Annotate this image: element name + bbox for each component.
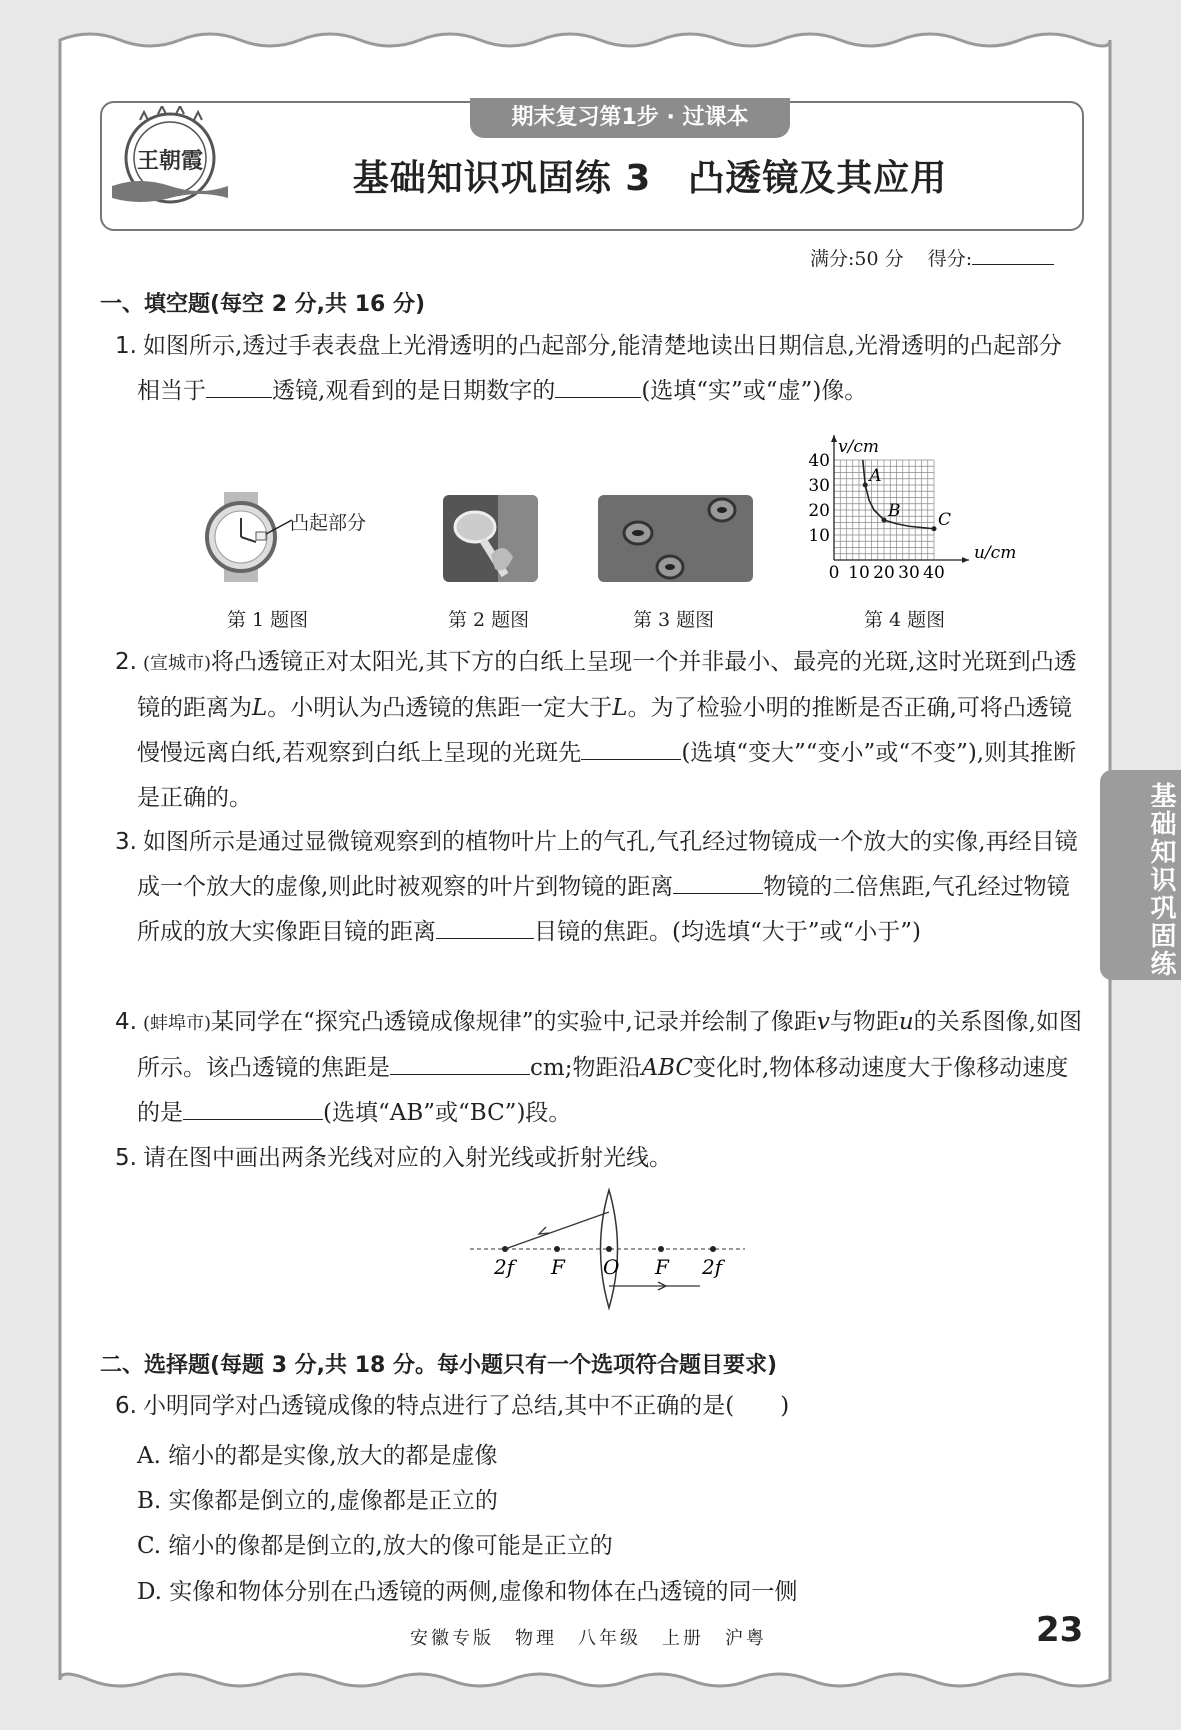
- q3-text-b: 物镜的二倍焦距,气孔经过物镜所成的放大实像距目镜的距离: [137, 874, 1070, 945]
- arrow-icon: [539, 1227, 549, 1234]
- label-f-right: F: [655, 1255, 669, 1279]
- q4-text-f: (选填“AB”或“BC”)段。: [323, 1100, 572, 1126]
- option-b[interactable]: B. 实像都是倒立的,虚像都是正立的: [137, 1488, 498, 1514]
- option-d[interactable]: D. 实像和物体分别在凸透镜的两侧,虚像和物体在凸透镜的同一侧: [137, 1579, 798, 1605]
- q2-text-c: 。为了检验小明的推断是否正确,可将凸透镜慢慢远离白纸,若观察到白纸上呈现的光斑先: [137, 695, 1072, 766]
- label-2f-right: 2f: [702, 1255, 723, 1279]
- figure-1-caption: 第 1 题图: [227, 609, 309, 631]
- x-tick-label: 30: [898, 563, 920, 583]
- data-point: [932, 526, 937, 531]
- point-2f-right: [710, 1246, 716, 1252]
- y-tick-label: 10: [808, 526, 830, 546]
- q2-source: (宣城市): [142, 653, 211, 674]
- stomata-photo: [598, 495, 753, 582]
- question-1: [115, 324, 1082, 414]
- question-5: [115, 1136, 1082, 1181]
- y-tick-label: 20: [808, 501, 830, 521]
- question-number: 4.: [115, 1009, 137, 1035]
- label-2f-left: 2f: [494, 1255, 515, 1279]
- option-a[interactable]: A. 缩小的都是实像,放大的都是虚像: [137, 1443, 498, 1469]
- y-axis-label: v/cm: [838, 437, 879, 457]
- page-number: 23: [1036, 1610, 1084, 1650]
- x-axis-label: u/cm: [974, 543, 1017, 563]
- x-tick-label: 0: [828, 563, 840, 583]
- x-tick-label: 10: [848, 563, 870, 583]
- x-tick-label: 20: [873, 563, 895, 583]
- incident-ray: [505, 1212, 609, 1249]
- data-point: [863, 483, 868, 488]
- q2-blank[interactable]: [581, 741, 681, 760]
- q2-var: L: [252, 695, 268, 721]
- point-o: [606, 1246, 612, 1252]
- figure-4-caption: 第 4 题图: [864, 609, 946, 631]
- q3-blank-1[interactable]: [673, 875, 763, 894]
- side-tab: 基础知识巩固练: [1100, 770, 1181, 980]
- uv-chart: [796, 425, 1041, 590]
- x-tick-label: 40: [923, 563, 945, 583]
- full-score: 满分:50 分: [810, 248, 904, 270]
- q4-blank-2[interactable]: [183, 1101, 323, 1120]
- question-number: 1.: [115, 333, 137, 359]
- label-f-left: F: [551, 1255, 565, 1279]
- x-arrow-icon: [962, 557, 969, 563]
- q4-var-v: v: [816, 1009, 830, 1035]
- q1-blank-2[interactable]: [555, 379, 641, 398]
- question-4: [115, 1000, 1082, 1136]
- got-score-label: 得分:: [927, 248, 973, 270]
- point-label: A: [869, 466, 882, 486]
- y-tick-label: 30: [808, 476, 830, 496]
- q2-var: L: [612, 695, 628, 721]
- q2-text-a: 将凸透镜正对太阳光,其下方的白纸上呈现一个并非最小、最亮的光斑,这时光斑到凸透镜的距离为: [137, 649, 1077, 721]
- q4-text-c: 的关系图像,如图所示。该凸透镜的焦距是: [137, 1009, 1082, 1081]
- q4-source: (蚌埠市): [142, 1013, 211, 1034]
- q5-text: 请在图中画出两条光线对应的入射光线或折射光线。: [142, 1145, 672, 1171]
- q4-abc: ABC: [641, 1055, 693, 1081]
- q3-text-a: 如图所示是通过显微镜观察到的植物叶片上的气孔,气孔经过物镜成一个放大的实像,再经目镜成一个放大的虚像,则此时被观察的叶片到物镜的距离: [137, 829, 1078, 900]
- footer-text: 安徽专版 物理 八年级 上册 沪粤: [410, 1628, 767, 1649]
- q1-text-b: 透镜,观看到的是日期数字的: [272, 378, 556, 404]
- q3-text-c: 目镜的焦距。(均选填“大于”或“小于”): [534, 919, 921, 945]
- score-blank[interactable]: [972, 246, 1054, 265]
- q4-text-e: 变化时,物体移动速度大于像移动速度的是: [137, 1055, 1069, 1126]
- lens-diagram: [470, 1186, 750, 1312]
- q1-text-c: (选填“实”或“虚”)像。: [641, 378, 868, 404]
- y-tick-label: 40: [808, 451, 830, 471]
- section-2-title: 二、选择题(每题 3 分,共 18 分。每小题只有一个选项符合题目要求): [100, 1353, 778, 1378]
- q2-text-b: 。小明认为凸透镜的焦距一定大于: [267, 695, 613, 721]
- step-tab: 期末复习第1步 · 过课本: [470, 98, 790, 138]
- watch-figure: [196, 492, 286, 582]
- figure-2-caption: 第 2 题图: [448, 609, 530, 631]
- question-number: 5.: [115, 1145, 137, 1171]
- q4-text-d: cm;物距沿: [530, 1055, 642, 1081]
- magnifier-photo: [443, 495, 538, 582]
- point-f-left: [554, 1246, 560, 1252]
- option-c[interactable]: C. 缩小的像都是倒立的,放大的像可能是正立的: [137, 1533, 613, 1559]
- logo-text: 王朝霞: [136, 148, 204, 174]
- question-number: 3.: [115, 829, 137, 855]
- question-3: [115, 820, 1082, 955]
- q4-var-u: u: [898, 1009, 914, 1035]
- q3-blank-2[interactable]: [436, 920, 534, 939]
- q1-text-a: 如图所示,透过手表表盘上光滑透明的凸起部分,能清楚地读出日期信息,光滑透明的凸起部分相当于: [137, 333, 1062, 404]
- point-label: C: [938, 509, 952, 530]
- data-point: [882, 518, 887, 523]
- y-arrow-icon: [831, 435, 837, 442]
- point-f-right: [658, 1246, 664, 1252]
- question-2: [115, 640, 1082, 821]
- score-line: [810, 244, 1054, 271]
- q4-text-b: 与物距: [829, 1009, 899, 1035]
- q4-text-a: 某同学在“探究凸透镜成像规律”的实验中,记录并绘制了像距: [211, 1009, 817, 1035]
- watch-label: 凸起部分: [290, 512, 367, 534]
- q6-text: 小明同学对凸透镜成像的特点进行了总结,其中不正确的是( ): [142, 1393, 790, 1419]
- q2-text-d: (选填“变大”“变小”或“不变”),则其推断是正确的。: [137, 740, 1077, 811]
- q1-blank-1[interactable]: [206, 379, 272, 398]
- label-o: O: [603, 1255, 620, 1279]
- question-number: 6.: [115, 1393, 137, 1419]
- q4-blank-1[interactable]: [390, 1056, 530, 1075]
- point-label: B: [888, 501, 901, 521]
- publisher-logo: [110, 106, 230, 218]
- figure-3-caption: 第 3 题图: [633, 609, 715, 631]
- question-6: [115, 1384, 1082, 1429]
- question-number: 2.: [115, 649, 137, 675]
- page-title: 基础知识巩固练 3 凸透镜及其应用: [352, 158, 948, 199]
- section-1-title: 一、填空题(每空 2 分,共 16 分): [100, 292, 426, 317]
